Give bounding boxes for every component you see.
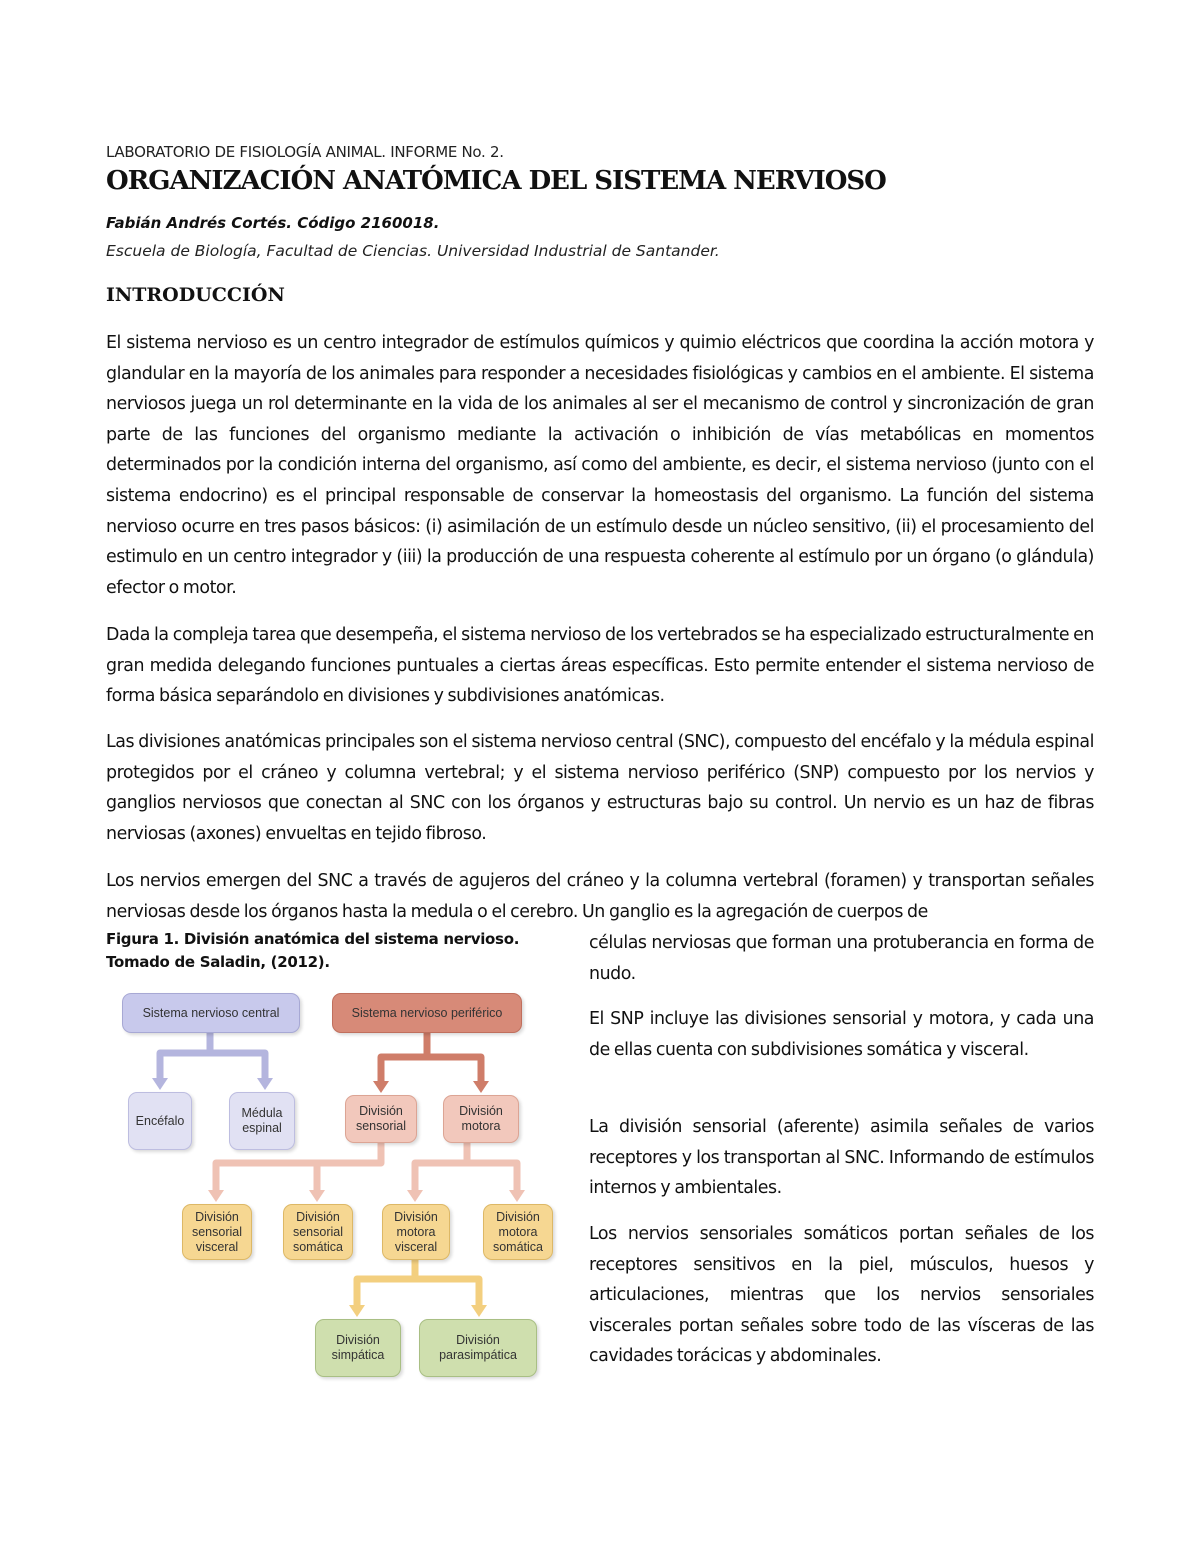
snc-connector <box>160 1033 265 1080</box>
column-paragraph-2: El SNP incluye las divisiones sensorial y motora, y cada una de ellas cuenta con subdivisiones somática y visceral. <box>589 1009 1094 1060</box>
column-paragraph-1: células nerviosas que forman una protuberancia en forma de nudo. <box>589 933 1094 984</box>
node-sistema-nervioso-periferico: Sistema nervioso periférico <box>332 993 522 1033</box>
document-title: ORGANIZACIÓN ANATÓMICA DEL SISTEMA NERVIOSO <box>106 166 886 196</box>
node-division-motora-visceral: División motora visceral <box>382 1204 450 1260</box>
node-division-motora: División motora <box>443 1095 519 1143</box>
sensorial-connector <box>216 1143 381 1192</box>
node-medula-espinal: Médula espinal <box>229 1092 295 1150</box>
node-division-parasimpatica: División parasimpática <box>419 1319 537 1377</box>
nervous-system-diagram <box>115 985 565 1385</box>
node-division-motora-somatica: División motora somática <box>483 1204 553 1260</box>
node-division-sensorial-visceral: División sensorial visceral <box>182 1204 252 1260</box>
paragraph-2: Dada la compleja tarea que desempeña, el sistema nervioso de los vertebrados se ha especializado estructuralmente en gran medida delegando funciones puntuales a ciertas áreas específicas. Esto permite entender el sistema nervioso de forma básica separándolo en divisiones y subdivisiones anatómicas. <box>106 625 1094 707</box>
affiliation-line: Escuela de Biología, Facultad de Ciencias. Universidad Industrial de Santander. <box>106 242 720 260</box>
snp-connector <box>381 1033 481 1083</box>
paragraph-3: Las divisiones anatómicas principales son el sistema nervioso central (SNC), compuesto del encéfalo y la médula espinal protegidos por el cráneo y columna vertebral; y el sistema nervioso periférico (SNP) compuesto por los nervios y ganglios nerviosos que conectan al SNC con los órganos y estructuras bajo su control. Un nervio es un haz de fibras nerviosas (axones) envueltas en tejido fibroso. <box>106 732 1094 844</box>
column-paragraph-4: Los nervios sensoriales somáticos portan señales de los receptores sensitivos en la piel, músculos, huesos y articulaciones, mientras que los nervios sensoriales viscerales portan señales sobre todo de las vísceras de las cavidades torácicas y abdominales. <box>589 1224 1094 1367</box>
node-division-simpatica: División simpática <box>315 1319 401 1377</box>
lab-report-line: LABORATORIO DE FISIOLOGÍA ANIMAL. INFORME No. 2. <box>106 143 504 161</box>
figure-caption-title: Figura 1. División anatómica del sistema nervioso. <box>106 930 520 948</box>
motora-connector <box>415 1143 517 1192</box>
figure-caption-source: Tomado de Saladin, (2012). <box>106 953 330 971</box>
figure-caption <box>106 928 576 974</box>
visceral-motor-connector <box>357 1259 479 1307</box>
node-encefalo: Encéfalo <box>128 1092 192 1150</box>
node-division-sensorial-somatica: División sensorial somática <box>283 1204 353 1260</box>
paragraph-1: El sistema nervioso es un centro integrador de estímulos químicos y quimio eléctricos que coordina la acción motora y glandular en la mayoría de los animales para responder a necesidades fisiológicas y cambios en el ambiente. El sistema nerviosos juega un rol determinante en la vida de los animales al ser el mecanismo de control y sincronización de gran parte de las funciones del organismo mediante la activación o inhibición de vías metabólicas en momentos determinados por la condición interna del organismo, así como del ambiente, es decir, el sistema nervioso (junto con el sistema endocrino) es el principal responsable de conservar la homeostasis del organismo. La función del sistema nervioso ocurre en tres pasos básicos: (i) asimilación de un estímulo desde un núcleo sensitivo, (ii) el procesamiento del estimulo en un centro integrador y (iii) la producción de una respuesta coherente al estímulo por un órgano (o glándula) efector o motor. <box>106 333 1094 598</box>
author-line: Fabián Andrés Cortés. Código 2160018. <box>106 214 440 232</box>
column-paragraph-3: La división sensorial (aferente) asimila señales de varios receptores y los transportan al SNC. Informando de estímulos internos y ambientales. <box>589 1117 1094 1199</box>
node-division-sensorial: División sensorial <box>345 1095 417 1143</box>
paragraph-4: Los nervios emergen del SNC a través de agujeros del cráneo y la columna vertebral (foramen) y transportan señales nerviosas desde los órganos hasta la medula o el cerebro. Un ganglio es la agregación de cuerpos de <box>106 871 1094 922</box>
node-sistema-nervioso-central: Sistema nervioso central <box>122 993 300 1033</box>
section-title-introduccion: INTRODUCCIÓN <box>106 284 285 306</box>
